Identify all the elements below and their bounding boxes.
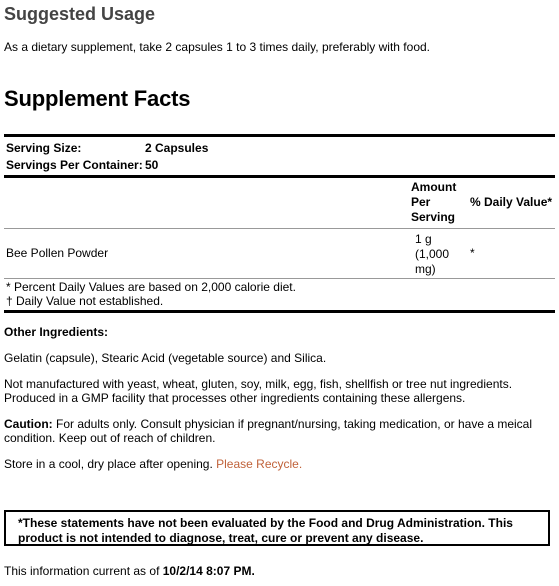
facts-top-rule	[4, 134, 555, 137]
rows-divider	[4, 278, 555, 279]
header-divider	[4, 228, 555, 229]
daily-value-header: % Daily Value*	[470, 195, 553, 209]
amount-per-serving-header: Amount Per Serving	[411, 180, 457, 224]
ingredient-name: Bee Pollen Powder	[6, 246, 109, 260]
suggested-usage-text: As a dietary supplement, take 2 capsules 1 to 3 times daily, preferably with food.	[4, 40, 430, 54]
other-ingredients-heading: Other Ingredients:	[4, 325, 109, 339]
ingredient-amount: 1 g (1,000 mg)	[415, 232, 450, 276]
servings-per-container-label: Servings Per Container:	[6, 158, 143, 172]
information-current-line	[4, 564, 255, 578]
servings-per-container-value: 50	[145, 158, 159, 172]
dagger-footnote: † Daily Value not established.	[6, 294, 164, 308]
ingredient-daily-value: *	[470, 246, 475, 260]
serving-size-value: 2 Capsules	[145, 141, 209, 155]
caution-text: For adults only. Consult physician if pregnant/nursing, taking medication, or have a meical condition. Keep out of reach of children.	[4, 417, 533, 445]
storage-statement	[4, 457, 552, 471]
servings-divider	[4, 175, 555, 178]
fda-disclaimer: *These statements have not been evaluated by the Food and Drug Administration. This product is not intended to diagnose, treat, cure or prevent any disease.	[4, 510, 550, 546]
supplement-facts-heading: Supplement Facts	[4, 86, 191, 111]
facts-bottom-rule	[4, 310, 555, 313]
other-ingredients-text: Gelatin (capsule), Stearic Acid (vegetable source) and Silica.	[4, 351, 327, 365]
suggested-usage-heading: Suggested Usage	[4, 4, 156, 24]
percent-daily-footnote: * Percent Daily Values are based on 2,000 calorie diet.	[6, 280, 296, 294]
serving-size-label: Serving Size:	[6, 141, 82, 155]
current-prefix: This information current as of	[4, 564, 163, 578]
current-date: 10/2/14 8:07 PM.	[162, 564, 255, 578]
recycle-text: Please Recycle.	[216, 457, 303, 471]
storage-text: Store in a cool, dry place after opening.	[4, 457, 217, 471]
allergen-statement: Not manufactured with yeast, wheat, gluten, soy, milk, egg, fish, shellfish or tree nut ingredients. Produced in a GMP facility that processes other ingredients containing these allergens.	[4, 377, 513, 405]
caution-statement	[4, 417, 552, 445]
caution-label: Caution:	[4, 417, 53, 431]
